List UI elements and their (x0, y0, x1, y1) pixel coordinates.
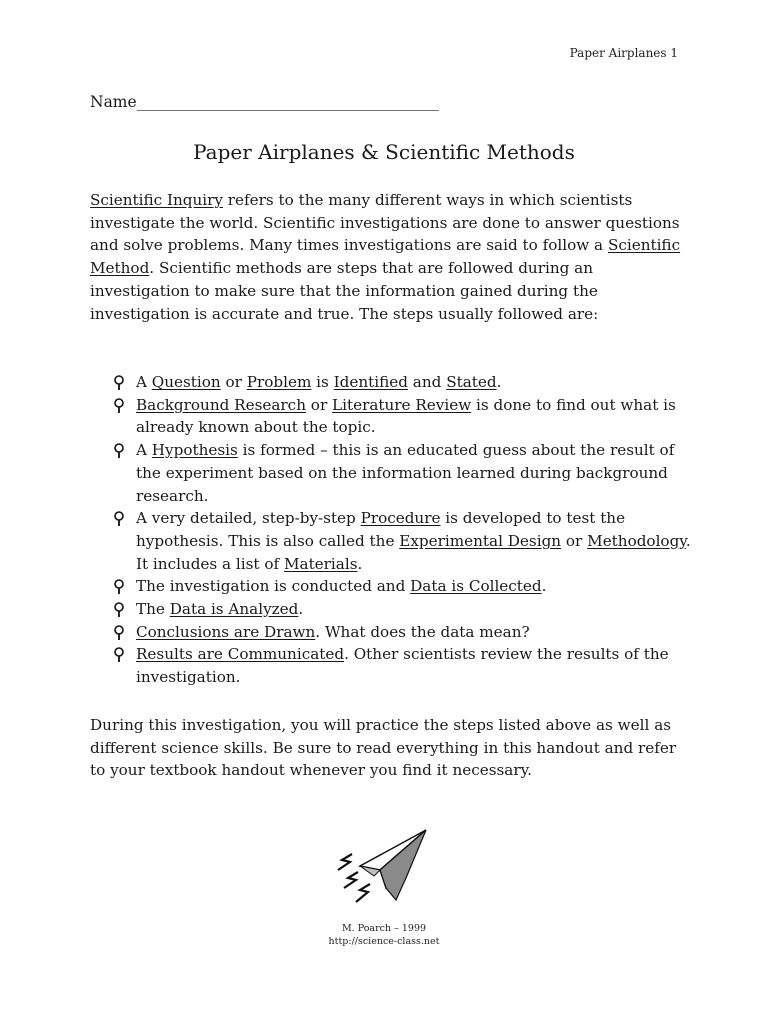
step-item: A Hypothesis is formed – this is an educated guess about the result of the experiment based on the information learned during background research. (112, 439, 692, 507)
step-item: Results are Communicated. Other scientists review the results of the investigation. (112, 643, 692, 688)
page-header-label: Paper Airplanes 1 (569, 46, 678, 60)
term-scientific-method: Scientific Method (90, 236, 681, 278)
pin-bullet-icon (112, 398, 126, 414)
pin-bullet-icon (112, 443, 126, 459)
term-scientific-inquiry: Scientific Inquiry (90, 191, 223, 209)
pin-bullet-icon (112, 511, 126, 527)
pin-bullet-icon (112, 625, 126, 641)
step-item: Background Research or Literature Review is done to find out what is already known about the topic. (112, 394, 692, 439)
footer (0, 922, 768, 948)
step-item: The Data is Analyzed. (112, 598, 692, 621)
name-field (90, 93, 439, 111)
pin-bullet-icon (112, 375, 126, 391)
intro-paragraph (90, 189, 690, 325)
step-item: The investigation is conducted and Data is Collected. (112, 575, 692, 598)
name-label: Name (90, 93, 137, 111)
pin-bullet-icon (112, 579, 126, 595)
intro-text-1: refers to the many different ways in which scientists investigate the world. Scientific investigations are done to answer questions and solve problems. Many times investigations are said to follow a (90, 191, 680, 255)
document-title: Paper Airplanes & Scientific Methods (193, 140, 575, 164)
pin-bullet-icon (112, 602, 126, 618)
intro-text-2: . Scientific methods are steps that are followed during an investigation to make sure that the information gained during the investigation is accurate and true. The steps usually followed are: (90, 259, 599, 323)
footer-url: http://science-class.net (328, 936, 440, 947)
paper-airplane-icon (330, 826, 430, 906)
step-item: A Question or Problem is Identified and Stated. (112, 371, 692, 394)
pin-bullet-icon (112, 647, 126, 663)
outro-paragraph: During this investigation, you will practice the steps listed above as well as different science skills. Be sure to read everything in this handout and refer to your textbook handout whenever you find it necessary. (90, 716, 677, 780)
step-item: A very detailed, step-by-step Procedure is developed to test the hypothesis. This is also called the Experimental Design or Methodology. It includes a list of Materials. (112, 507, 692, 575)
steps-list (112, 371, 692, 689)
footer-author: M. Poarch – 1999 (341, 923, 427, 934)
name-blank-line: _______________________________________ (136, 93, 439, 111)
step-item: Conclusions are Drawn. What does the data mean? (112, 621, 692, 644)
